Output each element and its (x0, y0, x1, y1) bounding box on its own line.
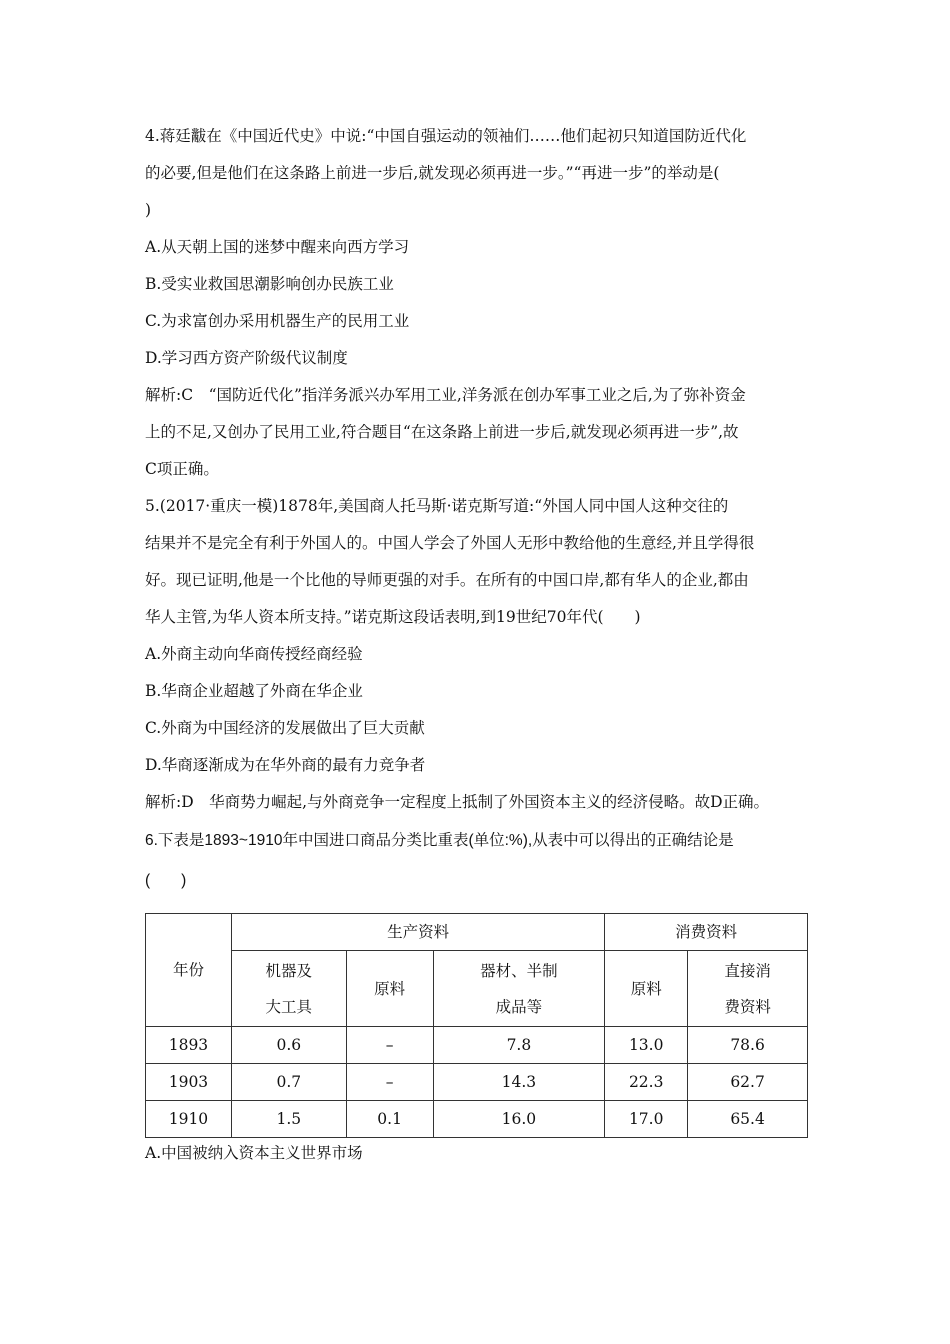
question-6-option-a: A.中国被纳入资本主义世界市场 (145, 1144, 363, 1162)
table-cell: 22.3 (605, 1064, 688, 1101)
table-cell: 1.5 (231, 1101, 346, 1138)
table-cell: 78.6 (688, 1027, 808, 1064)
question-6 (145, 821, 810, 1168)
question-5-stem-line-4: 华人主管,为华人资本所支持。”诺克斯这段话表明,到19世纪70年代( ) (145, 608, 641, 626)
table-subheader-machinery-line-1: 机器及 (265, 961, 313, 980)
table-cell: 0.6 (231, 1027, 346, 1064)
table-subheader-direct-consumption (688, 951, 808, 1027)
table-row (146, 1064, 808, 1101)
question-5 (145, 488, 810, 821)
question-4-explanation-line-3: C项正确。 (145, 460, 219, 478)
question-5-option-b: B.华商企业超越了外商在华企业 (145, 682, 363, 700)
table-subheader-machinery-line-2: 大工具 (265, 997, 313, 1016)
table-row (146, 1101, 808, 1138)
question-4-explanation-line-1: 解析:C “国防近代化”指洋务派兴办军用工业,洋务派在创办军事工业之后,为了弥补资金 (145, 386, 746, 404)
question-4-stem-line-3: ) (145, 201, 152, 219)
table-header-consumption-materials: 消费资料 (605, 914, 808, 951)
table-subheader-semi-finished-line-2: 成品等 (495, 997, 543, 1016)
question-5-option-a: A.外商主动向华商传授经商经验 (145, 645, 363, 663)
table-subheader-raw-materials-consumption (605, 951, 688, 1027)
question-5-option-d: D.华商逐渐成为在华外商的最有力竞争者 (145, 756, 426, 774)
question-5-stem-line-3: 好。现已证明,他是一个比他的导师更强的对手。在所有的中国口岸,都有华人的企业,都由 (145, 571, 749, 589)
table-cell: 16.0 (433, 1101, 605, 1138)
table-cell: 62.7 (688, 1064, 808, 1101)
table-row (146, 1027, 808, 1064)
table-cell: 65.4 (688, 1101, 808, 1138)
table-cell: 13.0 (605, 1027, 688, 1064)
table-header-row-groups (146, 914, 808, 951)
table-cell: 7.8 (433, 1027, 605, 1064)
table-cell: 0.7 (231, 1064, 346, 1101)
table-cell: – (346, 1027, 433, 1064)
question-4-stem-line-2: 的必要,但是他们在这条路上前进一步后,就发现必须再进一步。”“再进一步”的举动是( (145, 164, 720, 182)
table-cell: – (346, 1064, 433, 1101)
question-content (145, 118, 810, 1168)
question-6-stem-line-1: 6.下表是1893~1910年中国进口商品分类比重表(单位:%),从表中可以得出的正确结论是 (145, 832, 734, 849)
table-subheader-semi-finished (433, 951, 605, 1027)
question-5-option-c: C.外商为中国经济的发展做出了巨大贡献 (145, 719, 425, 737)
table-cell: 17.0 (605, 1101, 688, 1138)
table-cell: 0.1 (346, 1101, 433, 1138)
table-subheader-direct-consumption-line-2: 费资料 (724, 997, 771, 1016)
table-cell-year: 1893 (146, 1027, 232, 1064)
question-4-explanation-line-2: 上的不足,又创办了民用工业,符合题目“在这条路上前进一步后,就发现必须再进一步”,故 (145, 423, 739, 441)
table-cell: 14.3 (433, 1064, 605, 1101)
table-cell-year: 1910 (146, 1101, 232, 1138)
question-5-stem-line-2: 结果并不是完全有利于外国人的。中国人学会了外国人无形中教给他的生意经,并且学得很 (145, 534, 755, 552)
question-4-option-a: A.从天朝上国的迷梦中醒来向西方学习 (145, 238, 410, 256)
table-cell-year: 1903 (146, 1064, 232, 1101)
table-header-production-materials: 生产资料 (231, 914, 604, 951)
question-5-stem-line-1: 5.(2017·重庆一模)1878年,美国商人托马斯·诺克斯写道:“外国人同中国人这种交往的 (145, 497, 729, 515)
table-subheader-raw-materials-production-line-1: 原料 (374, 979, 406, 998)
table-header-year: 年份 (146, 914, 232, 1027)
question-5-explanation: 解析:D 华商势力崛起,与外商竞争一定程度上抵制了外国资本主义的经济侵略。故D正确。 (145, 793, 770, 811)
question-4-option-c: C.为求富创办采用机器生产的民用工业 (145, 312, 410, 330)
question-4-stem-line-1: 4.蒋廷黻在《中国近代史》中说:“中国自强运动的领袖们……他们起初只知道国防近代化 (145, 127, 747, 145)
question-4 (145, 118, 810, 488)
question-4-option-d: D.学习西方资产阶级代议制度 (145, 349, 348, 367)
table-subheader-raw-materials-production (346, 951, 433, 1027)
table-subheader-semi-finished-line-1: 器材、半制 (480, 961, 558, 980)
table-subheader-machinery (231, 951, 346, 1027)
table-header-row-subcategories (146, 951, 808, 1027)
question-4-option-b: B.受实业救国思潮影响创办民族工业 (145, 275, 394, 293)
table-subheader-raw-materials-consumption-line-1: 原料 (630, 979, 662, 998)
table-subheader-direct-consumption-line-1: 直接消 (724, 961, 771, 980)
question-6-stem-line-2: ( ) (145, 872, 187, 889)
import-ratio-table (145, 913, 808, 1138)
